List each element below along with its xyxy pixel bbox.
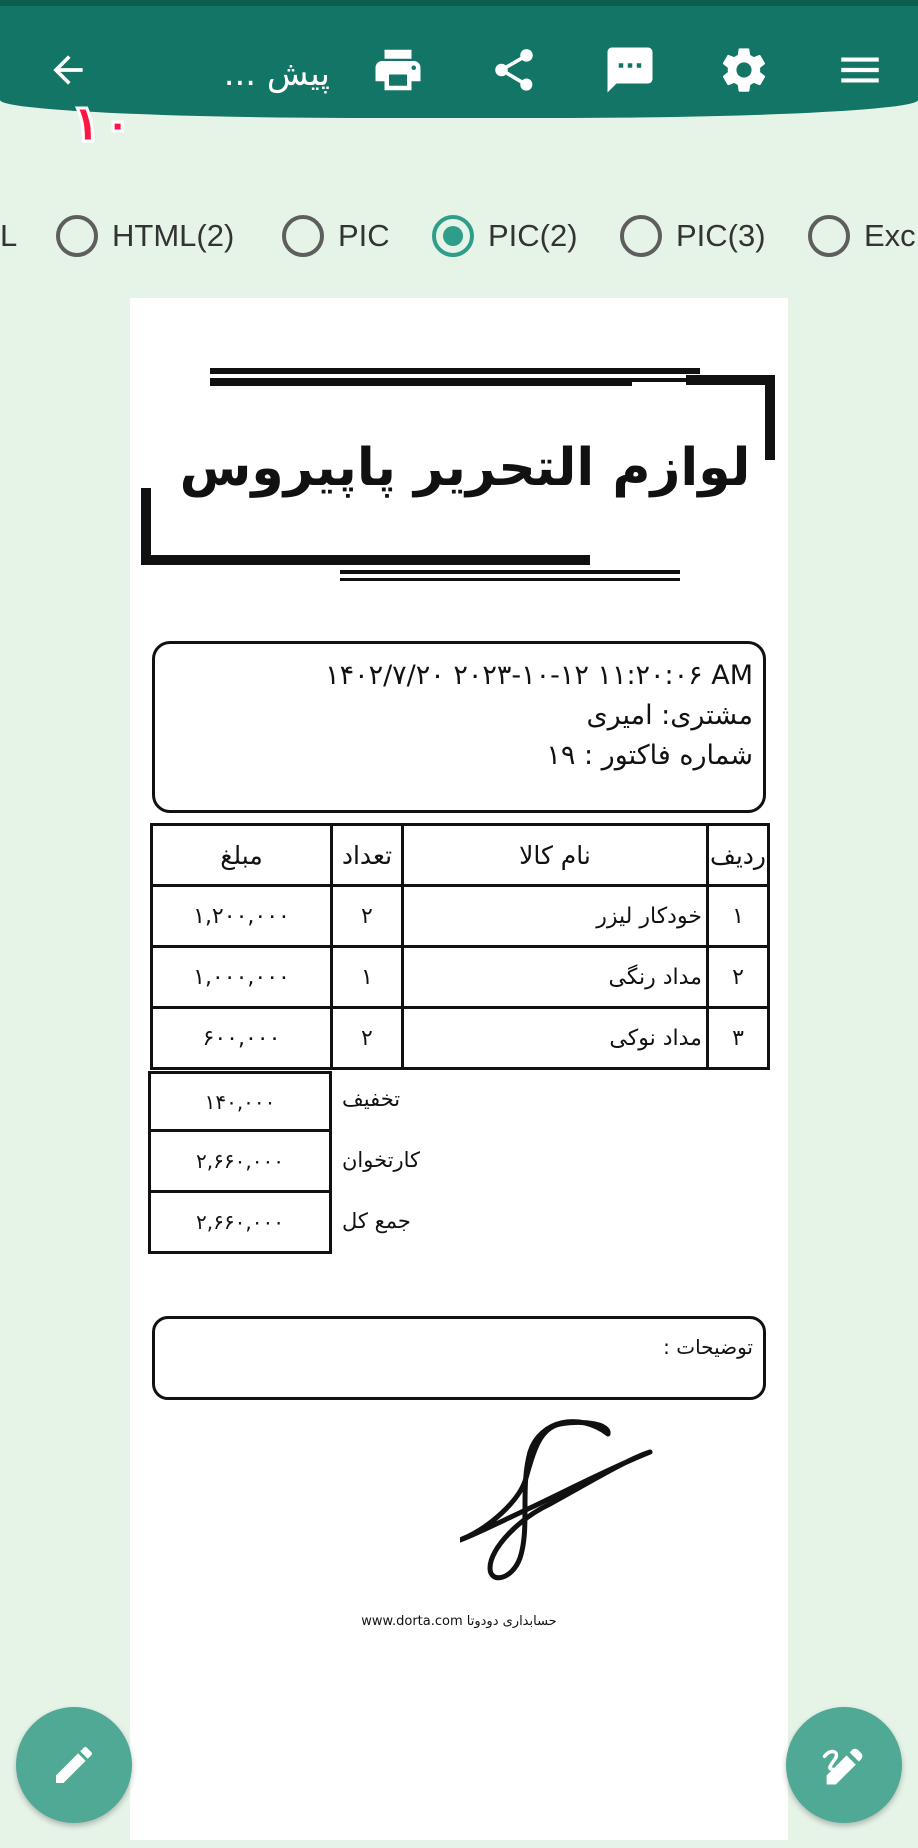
hamburger-menu-icon <box>835 45 885 95</box>
invoice-datetime: ۱۴۰۲/۷/۲۰ ۲۰۲۳-۱۰-۱۲ ۱۱:۲۰:۰۶ AM <box>325 660 753 691</box>
table-row <box>152 947 769 1008</box>
grand-total-value: ۲,۶۶۰,۰۰۰ <box>148 1193 332 1254</box>
format-option-pic[interactable] <box>282 206 390 266</box>
item-qty: ۱ <box>331 947 402 1008</box>
item-name: خودکار لیزر <box>402 886 707 947</box>
format-option-label: PIC(2) <box>488 218 578 253</box>
radio-circle[interactable] <box>620 215 662 257</box>
format-option-l[interactable] <box>0 206 17 266</box>
footer-credit: www.dorta.com حسابداری دودوتا <box>361 1614 557 1629</box>
items-table <box>150 823 770 1070</box>
status-strip <box>0 0 918 6</box>
column-header-name: نام کالا <box>402 825 707 886</box>
row-number: ۱ <box>707 886 768 947</box>
item-amount: ۶۰۰,۰۰۰ <box>152 1008 332 1069</box>
signature-button[interactable] <box>786 1707 902 1823</box>
app-bar <box>0 0 918 118</box>
printer-icon <box>371 43 425 97</box>
format-option-label: Exc <box>864 218 916 253</box>
share-icon <box>489 45 539 95</box>
row-number: ۳ <box>707 1008 768 1069</box>
step-number-badge: ۱۰ <box>70 94 134 154</box>
draw-signature-icon <box>818 1739 870 1791</box>
invoice-number-line: شماره فاکتور : ۱۹ <box>546 740 753 771</box>
format-option-excel[interactable] <box>808 206 916 266</box>
format-option-html2[interactable] <box>56 206 234 266</box>
row-number: ۲ <box>707 947 768 1008</box>
shop-name: لوازم التحریر پاپیروس <box>179 438 751 498</box>
format-option-label: PIC <box>338 218 390 253</box>
discount-label: تخفیف <box>342 1087 401 1111</box>
column-header-amount: مبلغ <box>152 825 332 886</box>
print-button[interactable] <box>366 38 430 102</box>
table-header-row <box>152 825 769 886</box>
item-qty: ۲ <box>331 1008 402 1069</box>
discount-value: ۱۴۰,۰۰۰ <box>148 1071 332 1132</box>
notes-box <box>152 1316 766 1400</box>
item-name: مداد نوکی <box>402 1008 707 1069</box>
arrow-left-icon <box>46 48 90 92</box>
grand-total-label: جمع کل <box>342 1209 411 1233</box>
format-selector <box>0 206 918 266</box>
share-button[interactable] <box>482 38 546 102</box>
gear-icon <box>718 44 770 96</box>
signature-image <box>460 1408 680 1598</box>
pencil-icon <box>50 1741 98 1789</box>
item-amount: ۱,۲۰۰,۰۰۰ <box>152 886 332 947</box>
message-button[interactable] <box>598 38 662 102</box>
format-option-pic3[interactable] <box>620 206 766 266</box>
radio-circle-selected[interactable] <box>432 215 474 257</box>
radio-circle[interactable] <box>808 215 850 257</box>
radio-circle[interactable] <box>56 215 98 257</box>
chat-bubble-icon <box>603 43 657 97</box>
edit-button[interactable] <box>16 1707 132 1823</box>
invoice-info-box <box>152 641 766 813</box>
item-qty: ۲ <box>331 886 402 947</box>
item-name: مداد رنگی <box>402 947 707 1008</box>
card-payment-label: کارتخوان <box>342 1148 421 1172</box>
table-row <box>152 1008 769 1069</box>
item-amount: ۱,۰۰۰,۰۰۰ <box>152 947 332 1008</box>
card-payment-value: ۲,۶۶۰,۰۰۰ <box>148 1132 332 1193</box>
format-option-label: PIC(3) <box>676 218 766 253</box>
column-header-qty: تعداد <box>331 825 402 886</box>
column-header-row: ردیف <box>707 825 768 886</box>
menu-button[interactable] <box>828 38 892 102</box>
format-option-pic2[interactable] <box>432 206 578 266</box>
totals-section <box>148 1071 548 1254</box>
radio-circle[interactable] <box>282 215 324 257</box>
format-option-label: L <box>0 218 18 253</box>
format-option-label: HTML(2) <box>112 218 235 253</box>
table-row <box>152 886 769 947</box>
card-payment-row <box>148 1132 548 1193</box>
invoice-preview <box>130 298 788 1840</box>
discount-row <box>148 1071 548 1132</box>
back-button[interactable] <box>36 38 100 102</box>
notes-label: توضیحات : <box>663 1335 753 1359</box>
page-title: پیش ... <box>223 54 330 94</box>
settings-button[interactable] <box>712 38 776 102</box>
grand-total-row <box>148 1193 548 1254</box>
customer-line: مشتری: امیری <box>586 700 753 731</box>
